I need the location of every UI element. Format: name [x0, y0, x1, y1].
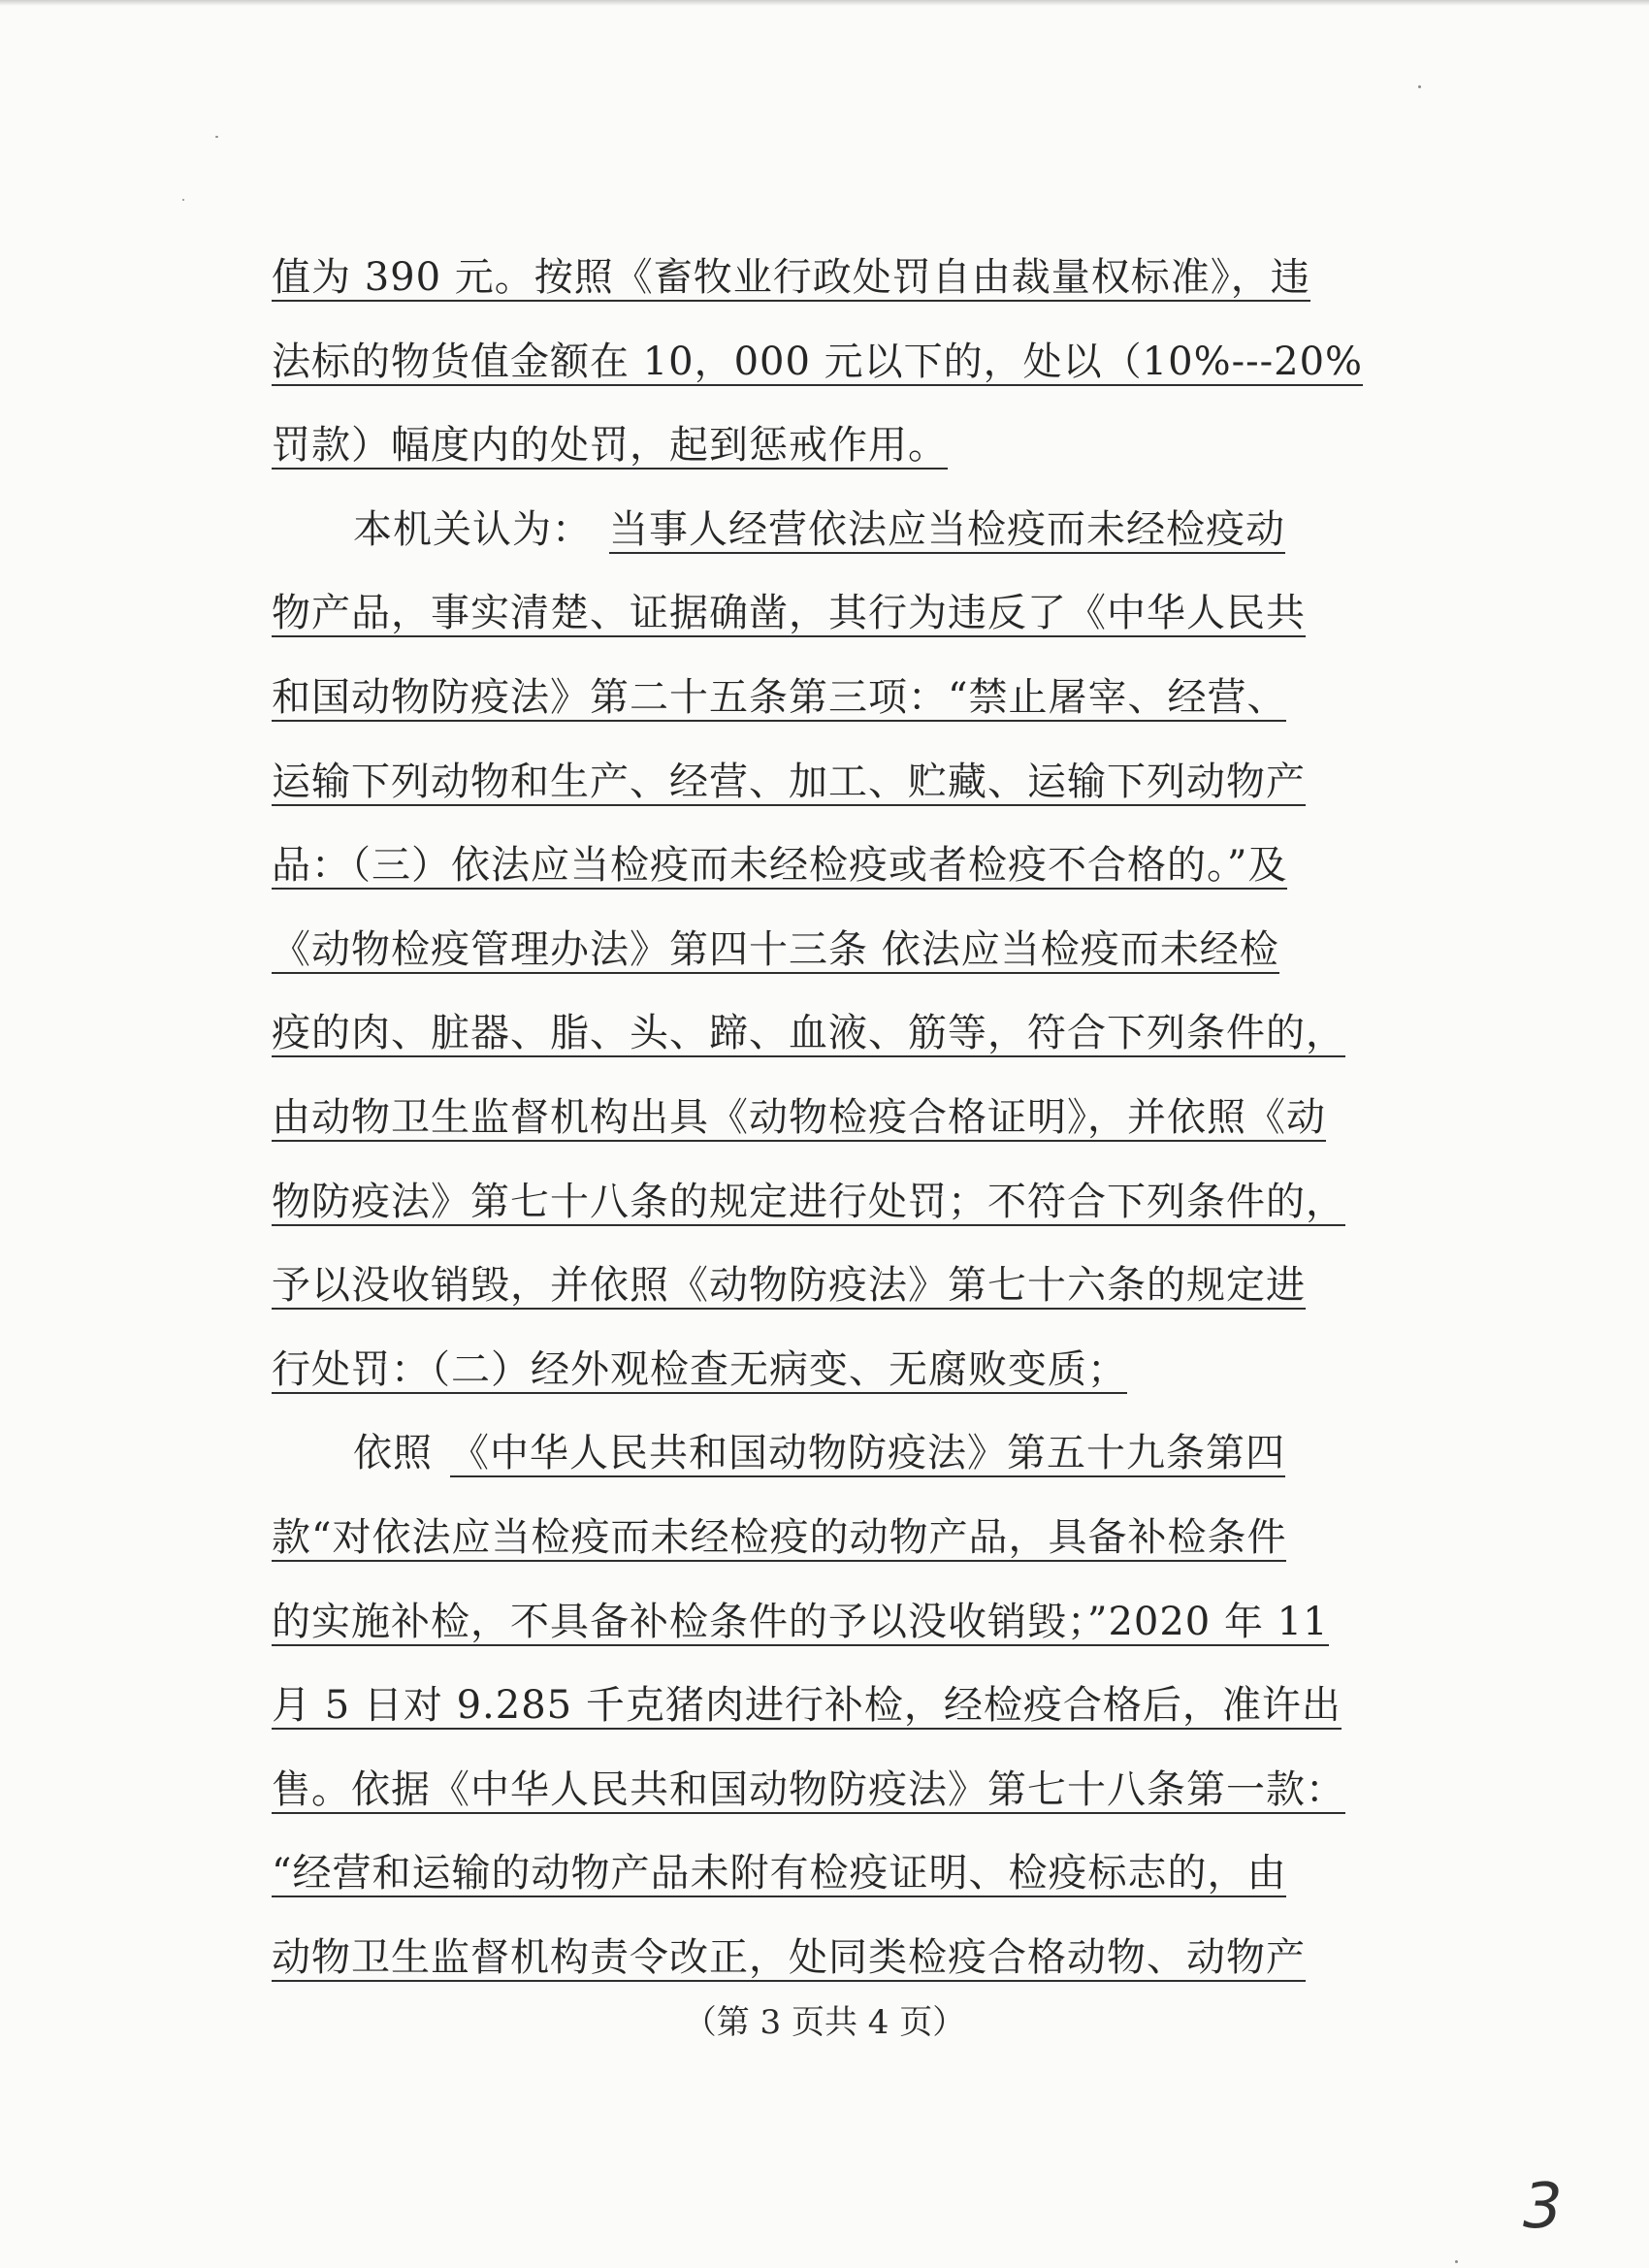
line-text: 和国动物防疫法》第二十五条第三项：“禁止屠宰、经营、 [272, 675, 1287, 720]
text-line [272, 1343, 1127, 1397]
page-footer: （第 3 页共 4 页） [683, 2003, 966, 2042]
text-line [272, 1090, 1326, 1145]
text-line [272, 1175, 1345, 1229]
text-line [272, 1595, 1329, 1649]
text-line [272, 250, 1310, 305]
line-text: 《中华人民共和国动物防疫法》第五十九条第四 [450, 1431, 1285, 1475]
text-line [353, 1426, 1285, 1480]
line-text: 行处罚：（二）经外观检查无病变、无腐败变质； [272, 1347, 1127, 1392]
line-lead: 本机关认为： [353, 507, 592, 552]
text-line [272, 335, 1363, 389]
line-text: 售。依据《中华人民共和国动物防疫法》第七十八条第一款： [272, 1767, 1345, 1812]
line-text: 《动物检疫管理办法》第四十三条 依法应当检疫而未经检 [272, 927, 1279, 972]
line-text: 当事人经营依法应当检疫而未经检疫动 [609, 507, 1285, 552]
line-text: 予以没收销毁，并依照《动物防疫法》第七十六条的规定进 [272, 1263, 1306, 1308]
text-line [272, 1510, 1286, 1565]
text-line [272, 586, 1306, 640]
line-text: 的实施补检，不具备补检条件的予以没收销毁；”2020 年 11 [272, 1600, 1329, 1644]
text-line [272, 418, 948, 472]
line-text: 月 5 日对 9.285 千克猪肉进行补检，经检疫合格后，准许出 [272, 1683, 1342, 1728]
line-text: 运输下列动物和生产、经营、加工、贮藏、运输下列动物产 [272, 760, 1306, 804]
line-text: 罚款）幅度内的处罚，起到惩戒作用。 [272, 423, 948, 468]
line-text: 由动物卫生监督机构出具《动物检疫合格证明》，并依照《动 [272, 1095, 1326, 1140]
line-text: 物产品，事实清楚、证据确凿，其行为违反了《中华人民共 [272, 591, 1306, 635]
text-line [353, 502, 1285, 557]
line-text: 品：（三）依法应当检疫而未经检疫或者检疫不合格的。”及 [272, 843, 1288, 888]
line-text: 疫的肉、脏器、脂、头、蹄、血液、筋等，符合下列条件的， [272, 1011, 1345, 1055]
line-text: 物防疫法》第七十八条的规定进行处罚；不符合下列条件的， [272, 1180, 1345, 1224]
text-line [272, 755, 1306, 809]
text-line [272, 1678, 1342, 1733]
text-line [272, 670, 1286, 725]
text-line [272, 1258, 1306, 1312]
line-lead: 依照 [353, 1431, 433, 1475]
text-line [272, 1763, 1345, 1817]
text-line [272, 838, 1287, 892]
text-line [272, 1846, 1286, 1900]
text-line [272, 1006, 1345, 1060]
line-text: 款“对依法应当检疫而未经检疫的动物产品，具备补检条件 [272, 1515, 1287, 1560]
line-text: 动物卫生监督机构责令改正，处同类检疫合格动物、动物产 [272, 1935, 1306, 1980]
text-line [272, 1930, 1306, 1985]
scan-edge [0, 0, 1649, 6]
line-text: 法标的物货值金额在 10，000 元以下的，处以（10%---20% [272, 340, 1364, 384]
handwritten-page-number: 3 [1523, 2171, 1563, 2243]
line-text: 值为 390 元。按照《畜牧业行政处罚自由裁量权标准》，违 [272, 255, 1310, 300]
text-line [272, 923, 1279, 977]
line-text: “经营和运输的动物产品未附有检疫证明、检疫标志的，由 [272, 1851, 1287, 1895]
